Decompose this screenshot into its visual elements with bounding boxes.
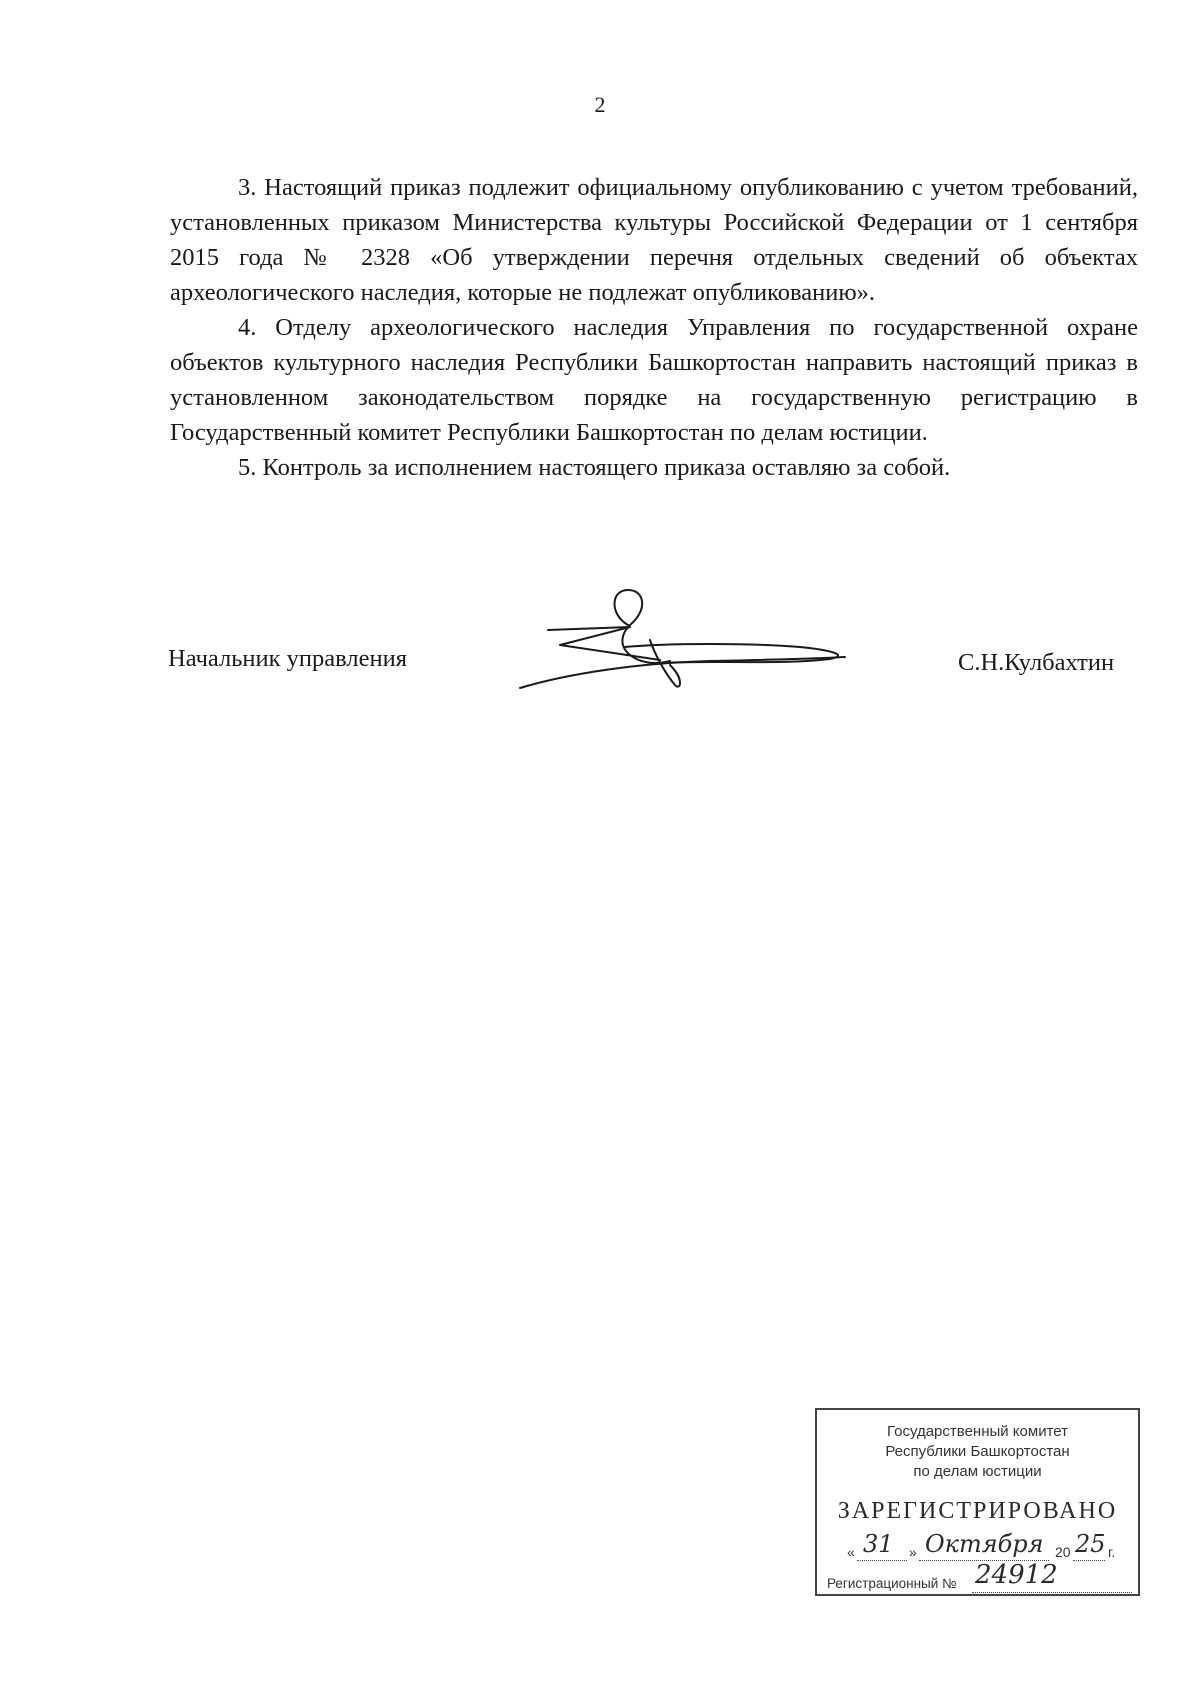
- stamp-quote-open: «: [847, 1544, 855, 1560]
- page-number: 2: [594, 92, 606, 117]
- stamp-organization: [817, 1422, 1138, 1482]
- stamp-reg-number: 24912: [975, 1560, 1058, 1590]
- stamp-month: Октября: [925, 1530, 1044, 1558]
- stamp-org-line-3: по делам юстиции: [913, 1463, 1042, 1480]
- handwritten-signature: [510, 585, 910, 695]
- stamp-org-line-1: Государственный комитет: [887, 1423, 1068, 1440]
- stamp-year-unit: г.: [1108, 1544, 1116, 1560]
- signatory-name: С.Н.Кулбахтин: [958, 649, 1115, 676]
- stamp-reg-label: Регистрационный №: [827, 1576, 957, 1591]
- paragraph-4: 4. Отделу археологического наследия Управления по государственной охране объектов культурного наследия Республики Башкортостан направить настоящий приказ в установленном законодательством порядке на государственную регистрацию в Государственный комитет Республики Башкортостан по делам юстиции.: [170, 314, 1138, 446]
- stamp-status: ЗАРЕГИСТРИРОВАНО: [837, 1498, 1118, 1524]
- stamp-year-suffix: 25: [1075, 1530, 1106, 1558]
- signatory-position: Начальник управления: [168, 645, 407, 672]
- stamp-day: 31: [863, 1530, 894, 1558]
- registration-stamp: [815, 1408, 1140, 1596]
- stamp-org-line-2: Республики Башкортостан: [885, 1443, 1070, 1460]
- paragraph-5: 5. Контроль за исполнением настоящего приказа оставляю за собой.: [238, 454, 951, 481]
- stamp-year-prefix: 20: [1055, 1544, 1071, 1560]
- stamp-quote-close: »: [909, 1544, 917, 1560]
- document-body: [170, 170, 1138, 485]
- paragraph-3: 3. Настоящий приказ подлежит официальному опубликованию с учетом требований, установленных приказом Министерства культуры Российской Федерации от 1 сентября 2015 года № 2328 «Об утверждении перечня отдельных сведений об объектах археологического наследия, которые не подлежат опубликованию».: [170, 174, 1138, 306]
